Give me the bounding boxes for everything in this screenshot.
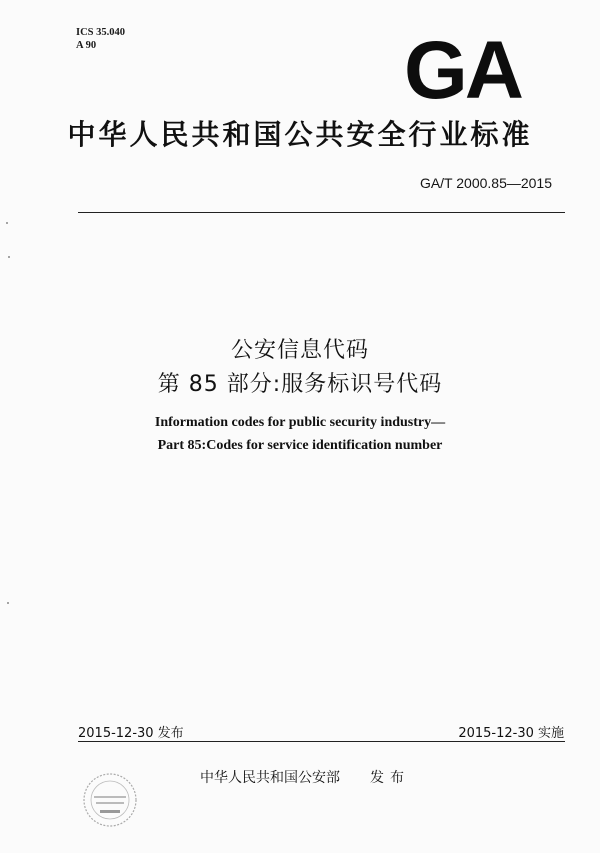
publisher-name: 中华人民共和国公安部 [200,770,340,786]
document-title-cn: 公安信息代码 [230,338,369,363]
publisher-label: 发布 [370,770,410,786]
ga-logo [404,34,534,104]
publisher [200,767,410,787]
ccs-code: A 90 [76,40,97,51]
implementation-date: 2015-12-30 实施 [458,726,564,741]
ics-code: ICS 35.040 [76,27,126,38]
standard-number: GA/T 2000.85—2015 [419,175,552,191]
ga-logo-text: GA [404,34,521,104]
watermark-stamp [80,770,140,830]
standard-title: 中华人民共和国公共安全行业标准 [67,118,533,151]
bottom-divider [78,741,565,742]
scan-speck [7,602,9,604]
top-divider [78,212,565,213]
issue-date: 2015-12-30 发布 [78,726,184,741]
document-subtitle-cn: 第 85 部分:服务标识号代码 [157,372,443,397]
scan-speck [6,222,8,224]
document-title-en: Information codes for public security industry— [154,415,446,430]
document-subtitle-en: Part 85:Codes for service identification number [157,438,443,453]
classification-codes [76,26,125,52]
scan-speck [8,256,10,258]
